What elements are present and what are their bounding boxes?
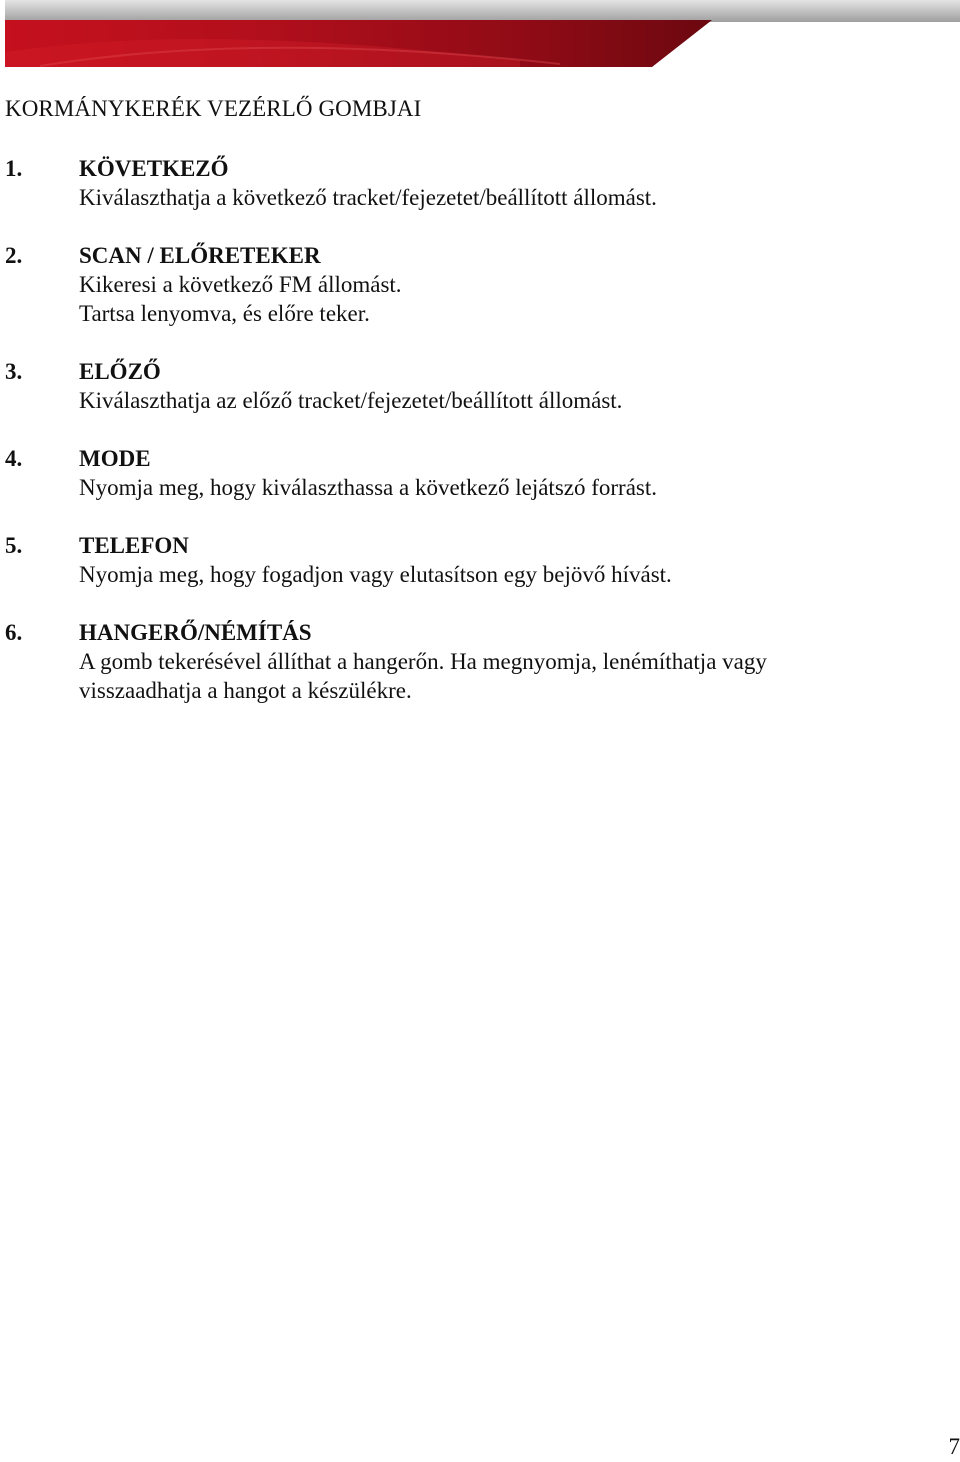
item-number: 4. bbox=[5, 446, 23, 471]
control-list bbox=[5, 154, 905, 734]
item-description: Kiválaszthatja az előző tracket/fejezetet/beállított állomást. bbox=[79, 388, 623, 413]
item-description: visszaadhatja a hangot a készülékre. bbox=[79, 678, 412, 703]
item-heading: ELŐZŐ bbox=[79, 359, 161, 384]
page-title: KORMÁNYKERÉK VEZÉRLŐ GOMBJAI bbox=[5, 96, 422, 121]
item-number: 5. bbox=[5, 533, 23, 558]
item-description: A gomb tekerésével állíthat a hangerőn. Ha megnyomja, lenémíthatja vagy bbox=[79, 649, 767, 674]
item-description: Kiválaszthatja a következő tracket/fejezetet/beállított állomást. bbox=[79, 185, 657, 210]
list-item bbox=[5, 357, 905, 415]
item-heading: SCAN / ELŐRETEKER bbox=[79, 243, 321, 268]
item-heading: HANGERŐ/NÉMÍTÁS bbox=[79, 620, 312, 645]
list-item bbox=[5, 154, 905, 212]
item-number: 3. bbox=[5, 359, 23, 384]
page-number: 7 bbox=[948, 1434, 960, 1459]
item-description: Tartsa lenyomva, és előre teker. bbox=[79, 301, 370, 326]
item-description: Nyomja meg, hogy fogadjon vagy elutasítson egy bejövő hívást. bbox=[79, 562, 672, 587]
item-description: Kikeresi a következő FM állomást. bbox=[79, 272, 402, 297]
header-banner bbox=[0, 0, 960, 72]
list-item bbox=[5, 531, 905, 589]
item-heading: TELEFON bbox=[79, 533, 189, 558]
item-number: 2. bbox=[5, 243, 23, 268]
item-heading: KÖVETKEZŐ bbox=[79, 156, 229, 181]
item-heading: MODE bbox=[79, 446, 151, 471]
item-number: 1. bbox=[5, 156, 23, 181]
list-item bbox=[5, 618, 905, 705]
list-item bbox=[5, 444, 905, 502]
list-item bbox=[5, 241, 905, 328]
item-number: 6. bbox=[5, 620, 23, 645]
item-description: Nyomja meg, hogy kiválaszthassa a következő lejátszó forrást. bbox=[79, 475, 658, 500]
